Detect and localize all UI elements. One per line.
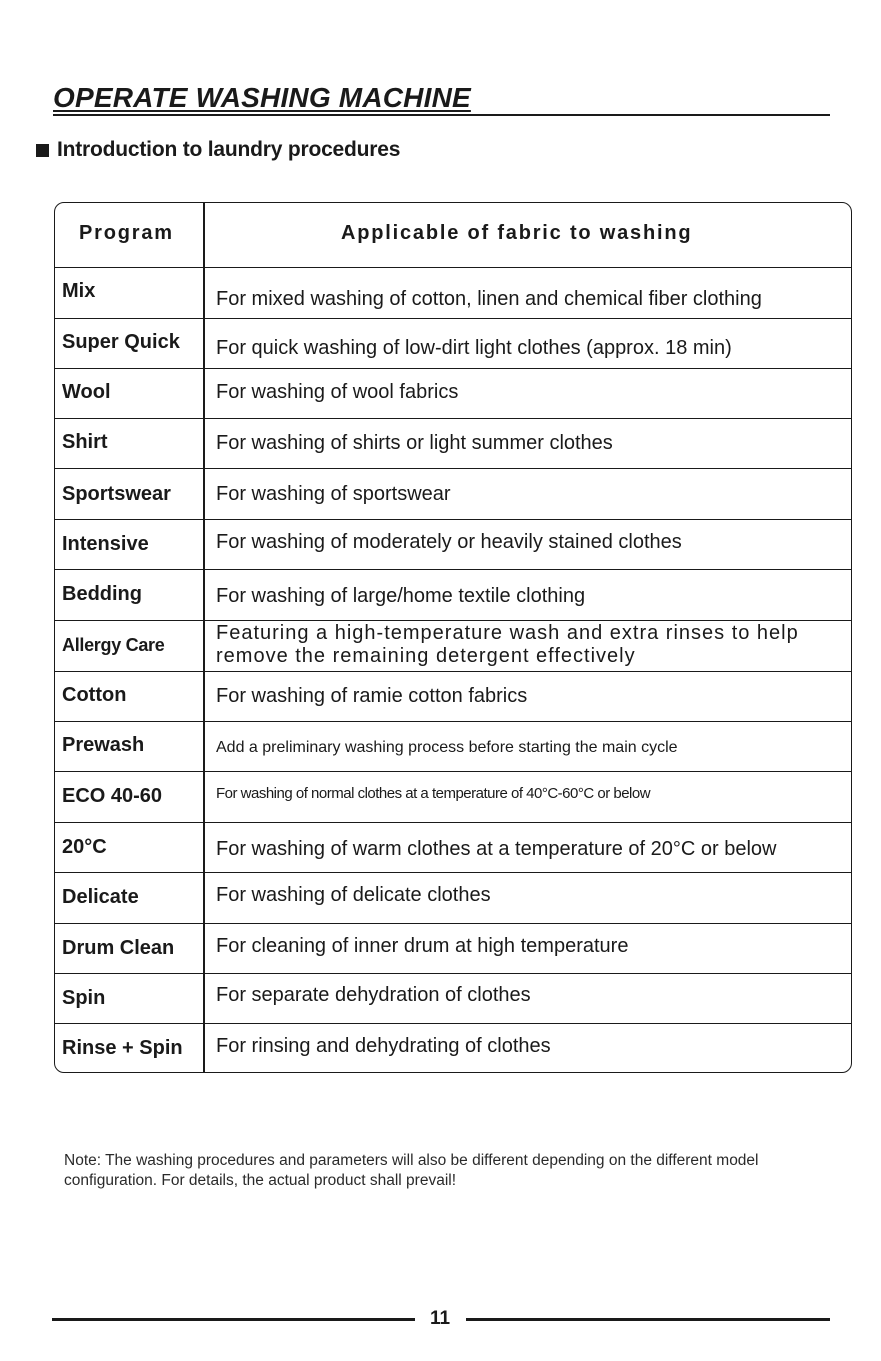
program-name: Allergy Care (62, 635, 165, 655)
program-name: 20°C (62, 836, 107, 858)
table-row (55, 772, 851, 823)
program-name: Super Quick (62, 331, 180, 353)
table-row (55, 419, 851, 469)
program-description: For washing of shirts or light summer clothes (216, 432, 613, 454)
program-name: ECO 40-60 (62, 785, 163, 807)
page-number: 11 (429, 1308, 451, 1329)
table-row (55, 570, 851, 621)
table-row (55, 823, 851, 873)
programs-table (54, 202, 852, 1073)
table-row (55, 974, 851, 1024)
program-description: For washing of large/home textile clothing (216, 585, 586, 607)
table-row (55, 319, 851, 369)
program-name: Sportswear (62, 483, 171, 505)
program-description: For washing of warm clothes at a temperature of 20°C or below (216, 838, 777, 860)
program-description: For separate dehydration of clothes (216, 984, 531, 1006)
program-description: For quick washing of low-dirt light clothes (approx. 18 min) (216, 337, 732, 359)
table-row (55, 873, 851, 924)
section-heading-text: Introduction to laundry procedures (57, 138, 401, 161)
program-description-line-1: Featuring a high-temperature wash and extra rinses to help (216, 622, 799, 644)
table-row (55, 520, 851, 570)
program-description: For washing of ramie cotton fabrics (216, 685, 528, 707)
program-name: Spin (62, 987, 106, 1009)
table-row (55, 621, 851, 672)
program-name: Bedding (62, 583, 142, 605)
program-name: Intensive (62, 533, 149, 555)
page-title: OPERATE WASHING MACHINE (53, 82, 471, 113)
program-description: For washing of delicate clothes (216, 884, 491, 906)
footnote: Note: The washing procedures and parameters will also be different depending on the different model configuration. For details, the actual product shall prevail! (64, 1152, 759, 1189)
program-description: Add a preliminary washing process before starting the main cycle (216, 739, 678, 756)
program-description: For rinsing and dehydrating of clothes (216, 1035, 551, 1057)
program-name: Cotton (62, 684, 127, 706)
program-description: For cleaning of inner drum at high temperature (216, 935, 629, 957)
program-name: Delicate (62, 886, 139, 908)
program-name: Prewash (62, 734, 145, 756)
table-row (55, 1024, 851, 1073)
footer-rule-left (52, 1318, 415, 1321)
page-title-bar (53, 80, 830, 116)
table-row (55, 722, 851, 772)
program-description: For mixed washing of cotton, linen and chemical fiber clothing (216, 288, 762, 310)
program-name: Drum Clean (62, 937, 175, 959)
table-row (55, 268, 851, 319)
table-row (55, 924, 851, 974)
section-heading (36, 136, 400, 164)
table-header-row (55, 203, 851, 268)
header-program: Program (79, 222, 174, 244)
table-row (55, 469, 851, 520)
square-bullet-icon (36, 144, 49, 157)
program-name: Wool (62, 381, 111, 403)
footer-rule-right (466, 1318, 830, 1321)
program-description: For washing of moderately or heavily stained clothes (216, 531, 682, 553)
program-name: Shirt (62, 431, 108, 453)
program-description: For washing of sportswear (216, 483, 451, 505)
program-name: Rinse + Spin (62, 1037, 183, 1059)
table-row (55, 369, 851, 419)
program-description: For washing of wool fabrics (216, 381, 459, 403)
program-name: Mix (62, 280, 96, 302)
program-description-line-2: remove the remaining detergent effectively (216, 645, 636, 667)
program-description: For washing of normal clothes at a temperature of 40°C-60°C or below (216, 785, 651, 802)
table-row (55, 672, 851, 722)
header-fabric: Applicable of fabric to washing (341, 222, 693, 244)
